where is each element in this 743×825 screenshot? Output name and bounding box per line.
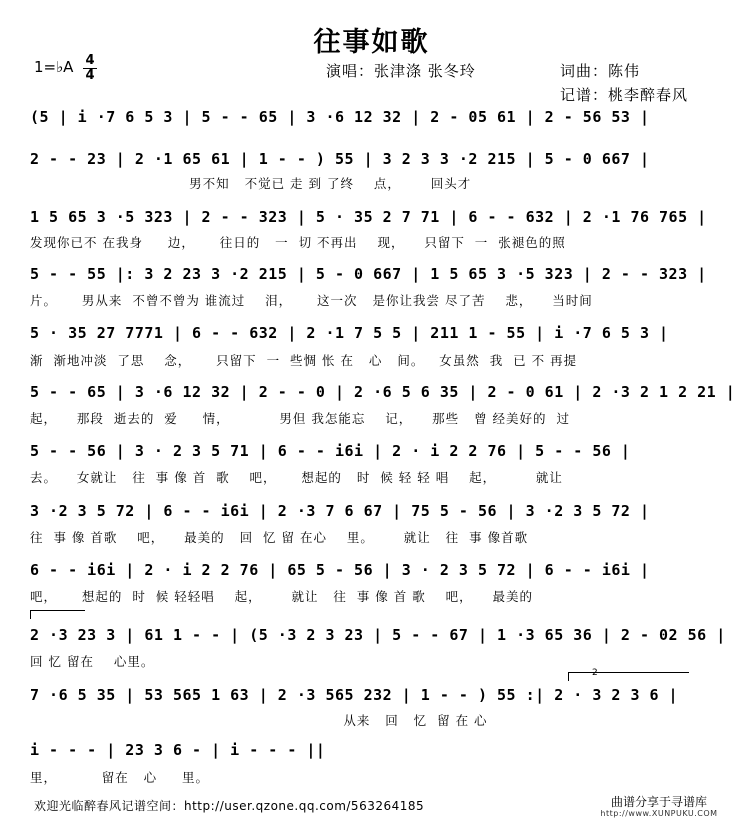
- lyric-line-3: 发现你已不 在我身 边， 往日的 一 切 不再出 现， 只留下 一 张褪色的照: [30, 235, 566, 250]
- score-line-11: 7 ·6 5 35 | 53 565 1 63 | 2 ·3 565 232 | 1 - - ) 55 :| 2 · 3 2 3 6 |: [30, 686, 679, 704]
- lyric-line-7: 去。 女就让 往 事 像 首 歌 吧， 想起的 时 候 轻 轻 唱 起， 就让: [30, 470, 563, 485]
- lyric-line-9: 吧， 想起的 时 候 轻轻唱 起， 就让 往 事 像 首 歌 吧， 最美的: [30, 589, 534, 604]
- score-line-10: 2 ·3 23 3 | 61 1 - - | (5 ·3 2 3 23 | 5 - - 67 | 1 ·3 65 36 | 2 - 02 56 |: [30, 626, 726, 644]
- volta-bracket-2: [568, 672, 689, 681]
- score-line-8: 3 ·2 3 5 72 | 6 - - i6i | 2 ·3 7 6 67 | 75 5 - 56 | 3 ·2 3 5 72 |: [30, 502, 650, 520]
- lyric-line-8: 往 事 像 首歌 吧， 最美的 回 忆 留 在心 里。 就让 往 事 像首歌: [30, 530, 529, 545]
- lyric-line-4: 片。 男从来 不曾不曾为 谁流过 泪， 这一次 是你让我尝 尽了苦 悲， 当时间: [30, 293, 593, 308]
- source-brand-url: http://www.XUNPUKU.COM: [600, 809, 718, 818]
- score-line-7: 5 - - 56 | 3 · 2 3 5 71 | 6 - - i6i | 2 · i 2 2 76 | 5 - - 56 |: [30, 442, 631, 460]
- transcriber-credit: 记谱：桃李醉春风: [560, 86, 689, 104]
- lyric-line-6: 起， 那段 逝去的 爱 情， 男但 我怎能忘 记， 那些 曾 经美好的 过: [30, 411, 570, 426]
- score-line-12: i - - - | 23 3 6 - | i - - - ||: [30, 741, 326, 759]
- score-line-4: 5 - - 55 |: 3 2 23 3 ·2 215 | 5 - 0 667 | 1 5 65 3 ·5 323 | 2 - - 323 |: [30, 265, 707, 283]
- lyric-line-5: 渐 渐地冲淡 了思 念， 只留下 一 些惆 怅 在 心 间。 女虽然 我 已 不 再提: [30, 353, 578, 368]
- time-signature-bottom: 4: [85, 68, 95, 83]
- score-line-1: (5 | i ·7 6 5 3 | 5 - - 65 | 3 ·6 12 32 | 2 - 05 61 | 2 - 56 53 |: [30, 108, 650, 126]
- key-signature: 1=♭A: [34, 58, 74, 76]
- singers-credit: 演唱：张津涤 张冬玲: [326, 62, 476, 80]
- lyric-line-12: 里， 留在 心 里。: [30, 770, 210, 785]
- transcriber-link-note: 欢迎光临醉春风记谱空间：http://user.qzone.qq.com/563264185: [34, 799, 425, 813]
- volta-bracket-1: [30, 610, 85, 619]
- score-line-6: 5 - - 65 | 3 ·6 12 32 | 2 - - 0 | 2 ·6 5 6 35 | 2 - 0 61 | 2 ·3 2 1 2 21 |: [30, 383, 736, 401]
- source-brand: 曲谱分享于寻谱库: [610, 795, 707, 809]
- score-line-2: 2 - - 23 | 2 ·1 65 61 | 1 - - ) 55 | 3 2 3 3 ·2 215 | 5 - 0 667 |: [30, 150, 650, 168]
- lyric-line-11: 从来 回 忆 留 在 心: [30, 713, 488, 728]
- lyric-line-10: 回 忆 留在 心里。: [30, 654, 155, 669]
- lyric-line-2: 男不知 不觉已 走 到 了终 点， 回头才: [30, 176, 472, 191]
- song-title: 往事如歌: [313, 27, 430, 58]
- volta-number: 2: [592, 668, 598, 678]
- composer-credit: 词曲：陈伟: [560, 62, 641, 80]
- time-signature: [83, 55, 97, 82]
- time-signature-top: 4: [85, 53, 95, 68]
- score-line-9: 6 - - i6i | 2 · i 2 2 76 | 65 5 - 56 | 3 · 2 3 5 72 | 6 - - i6i |: [30, 561, 650, 579]
- score-line-5: 5 · 35 27 7771 | 6 - - 632 | 2 ·1 7 5 5 | 211 1 - 55 | i ·7 6 5 3 |: [30, 324, 669, 342]
- score-line-3: 1 5 65 3 ·5 323 | 2 - - 323 | 5 · 35 2 7 71 | 6 - - 632 | 2 ·1 76 765 |: [30, 208, 707, 226]
